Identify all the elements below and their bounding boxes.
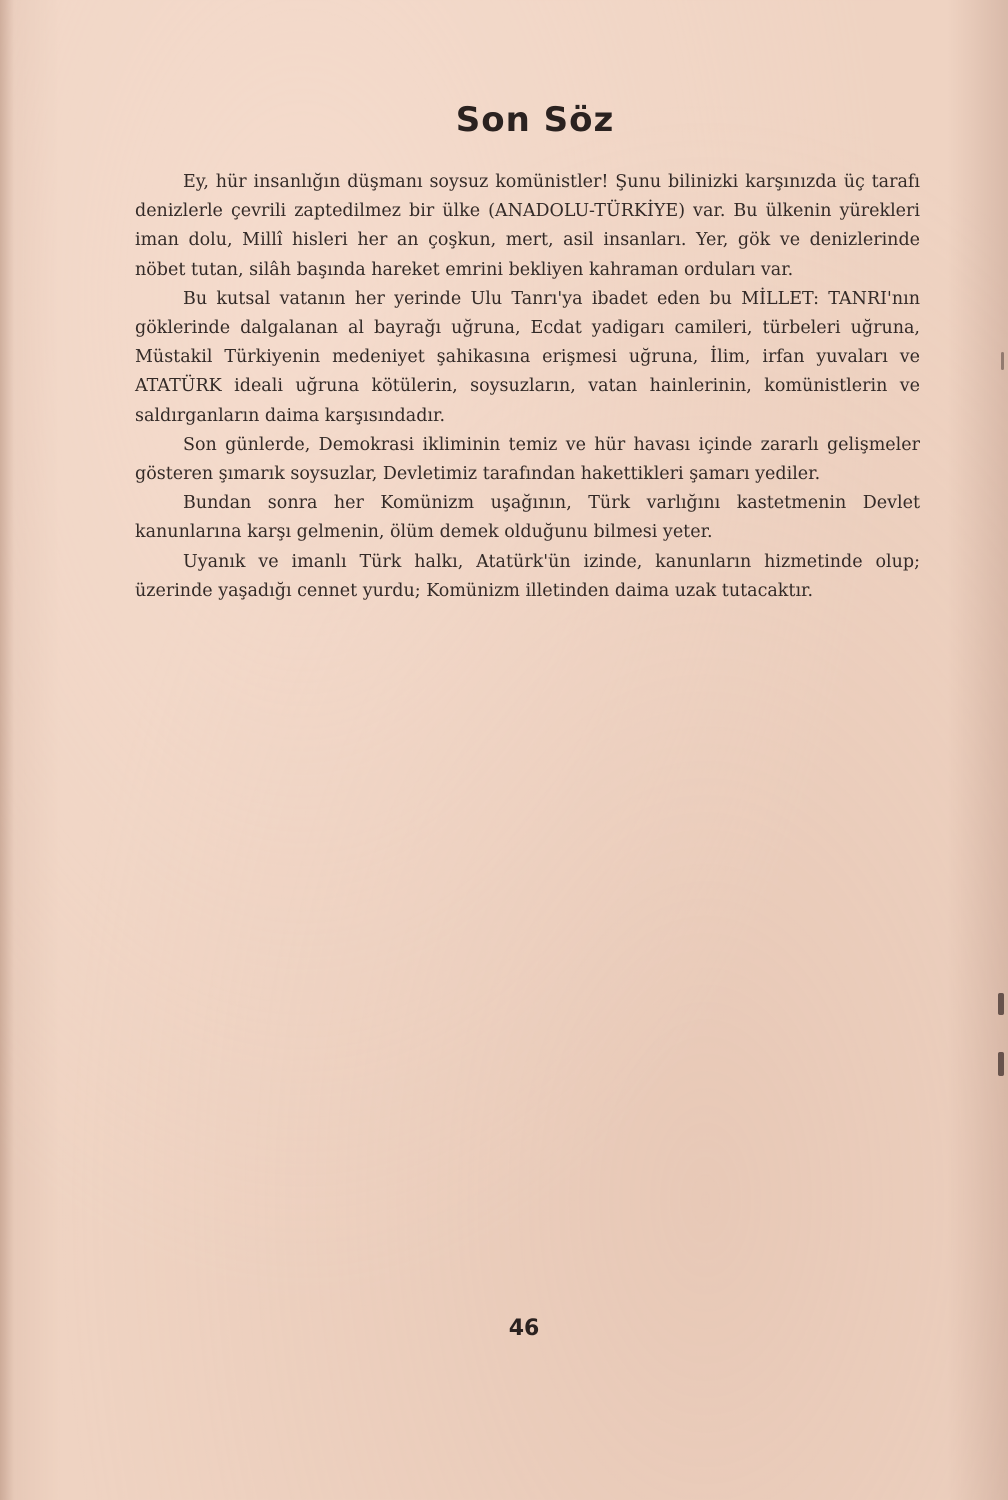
body-text bbox=[135, 168, 920, 606]
paragraph-1: Ey, hür insanlığın düşmanı soysuz komünistler! Şunu bilinizki karşınızda üç tarafı denizlerle çevrili zaptedilmez bir ülke (ANADOLU-TÜRKİYE) var. Bu ülkenin yürekleri iman dolu, Millî hisleri her an çoşkun, mert, asil insanları. Yer, gök ve denizlerinde nöbet tutan, silâh başında hareket emrini bekliyen kahraman orduları var. bbox=[135, 172, 920, 280]
paragraph-2: Bu kutsal vatanın her yerinde Ulu Tanrı'ya ibadet eden bu MİLLET: TANRI'nın göklerinde dalgalanan al bayrağı uğruna, Ecdat yadigarı camileri, türbeleri uğruna, Müstakil Türkiyenin medeniyet şahikasına erişmesi uğruna, İlim, irfan yuvaları ve ATATÜRK ideali uğruna kötülerin, soysuzların, vatan hainlerinin, komünistlerin ve saldırganların daima karşısındadır. bbox=[135, 288, 920, 426]
edge-mark bbox=[998, 993, 1004, 1015]
paragraph-4: Bundan sonra her Komünizm uşağının, Türk varlığını kastetmenin Devlet kanunlarına karşı gelmenin, ölüm demek olduğunu bilmesi yeter. bbox=[135, 493, 920, 543]
edge-mark bbox=[998, 1052, 1004, 1076]
paragraph-3: Son günlerde, Demokrasi ikliminin temiz ve hür havası içinde zararlı gelişmeler gösteren şımarık soysuzlar, Devletimiz tarafından hakettikleri şamarı yediler. bbox=[135, 434, 920, 485]
page-number: 46 bbox=[508, 1316, 540, 1341]
edge-mark bbox=[1001, 352, 1004, 370]
page-title: Son Söz bbox=[455, 100, 615, 140]
spine-shadow bbox=[0, 0, 14, 1500]
paragraph-5: Uyanık ve imanlı Türk halkı, Atatürk'ün izinde, kanunların hizmetinde olup; üzerinde yaşadığı cennet yurdu; Komünizm illetinden daima uzak tutacaktır. bbox=[135, 551, 920, 601]
